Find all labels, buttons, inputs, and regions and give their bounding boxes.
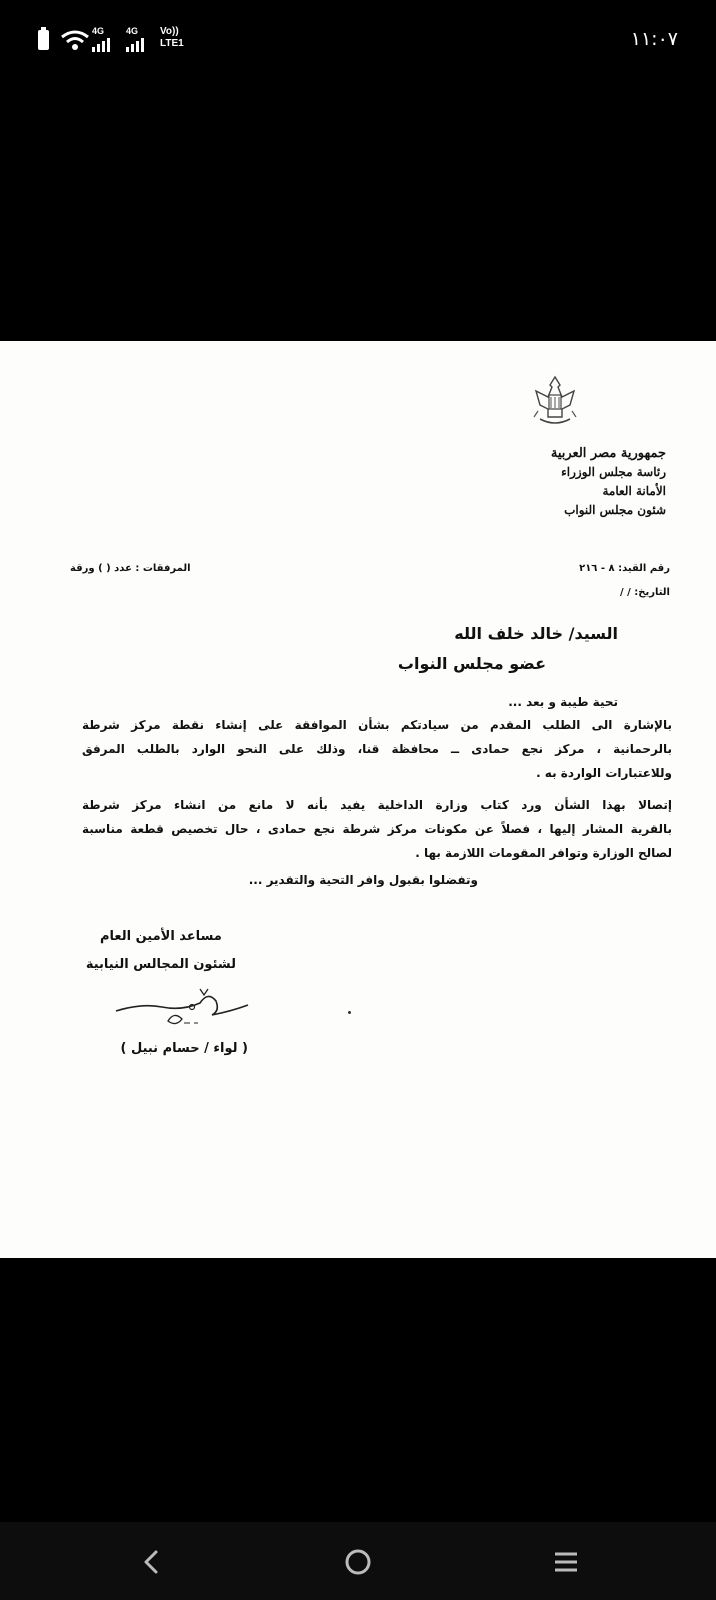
signatory-title-line-2: لشئون المجالس النيابية: [85, 957, 236, 972]
signatory-title-line-1: مساعد الأمين العام: [99, 929, 222, 944]
addressee: السيد/ خالد خلف الله: [454, 624, 618, 643]
closing-line: وتفضلوا بقبول وافر التحية والتقدير ...: [248, 873, 478, 887]
paragraph-line: وللاعتبارات الواردة به .: [536, 766, 672, 780]
letter-date: التاريخ: / /: [619, 587, 670, 598]
wifi-icon: [60, 30, 90, 52]
signatory-name: ( لواء / حسام نبيل ): [120, 1041, 248, 1056]
letter-document: [0, 341, 716, 1258]
signal-icon: [126, 26, 156, 52]
handwritten-signature: [112, 981, 252, 1033]
recents-icon[interactable]: [546, 1544, 586, 1580]
attachments-count: المرفقات : عدد ( ) ورقة: [70, 563, 191, 574]
issuing-authority: [551, 444, 666, 520]
paragraph-line: بالرحمانية ، مركز نجع حمادى ــ محافظة قنا، وذلك على النحو الوارد بالطلب المرفق: [82, 742, 672, 756]
addressee-position: عضو مجلس النواب: [397, 654, 546, 673]
battery-icon: [38, 30, 49, 50]
body-paragraph-1: [82, 713, 672, 785]
volte-indicator: [160, 26, 184, 50]
header-line-2: رئاسة مجلس الوزراء: [561, 465, 666, 479]
header-line-3: الأمانة العامة: [602, 484, 666, 498]
signatory-title: [86, 923, 236, 979]
navigation-bar: [0, 1522, 716, 1600]
paragraph-line: إتصالا بهذا الشأن ورد كتاب وزارة الداخلية يفيد بأنه لا مانع من انشاء مركز شرطة: [82, 798, 672, 812]
header-line-1: جمهورية مصر العربية: [550, 446, 666, 461]
signal-icon: [92, 26, 122, 52]
paragraph-line: بالقرية المشار إليها ، فصلاً عن مكونات مركز شرطة نجع حمادى ، حال تخصيص قطعة مناسبة: [82, 822, 672, 836]
body-paragraph-2: [82, 793, 672, 865]
paragraph-line: لصالح الوزارة وتوافر المقومات اللازمة بها .: [415, 846, 672, 860]
network-type-label: 4G: [126, 26, 139, 36]
greeting: تحية طيبة و بعد ...: [508, 695, 618, 709]
back-icon[interactable]: [132, 1544, 172, 1580]
network-type-label: 4G: [92, 26, 105, 36]
volte-bottom-label: LTE1: [160, 38, 184, 49]
volte-top-label: Vo)): [160, 26, 179, 37]
status-bar: [0, 0, 716, 80]
paragraph-line: بالإشارة الى الطلب المقدم من سيادتكم بشأن الموافقة على إنشاء نقطة مركز شرطة: [82, 718, 672, 732]
header-line-4: شئون مجلس النواب: [564, 503, 666, 517]
reference-number: رقم القيد: ٨ - ٢١٦: [579, 563, 670, 574]
eagle-emblem-icon: [526, 371, 584, 429]
ink-dot: [348, 1011, 351, 1014]
home-icon[interactable]: [338, 1544, 378, 1580]
status-clock: ١١:٠٧: [630, 28, 678, 50]
